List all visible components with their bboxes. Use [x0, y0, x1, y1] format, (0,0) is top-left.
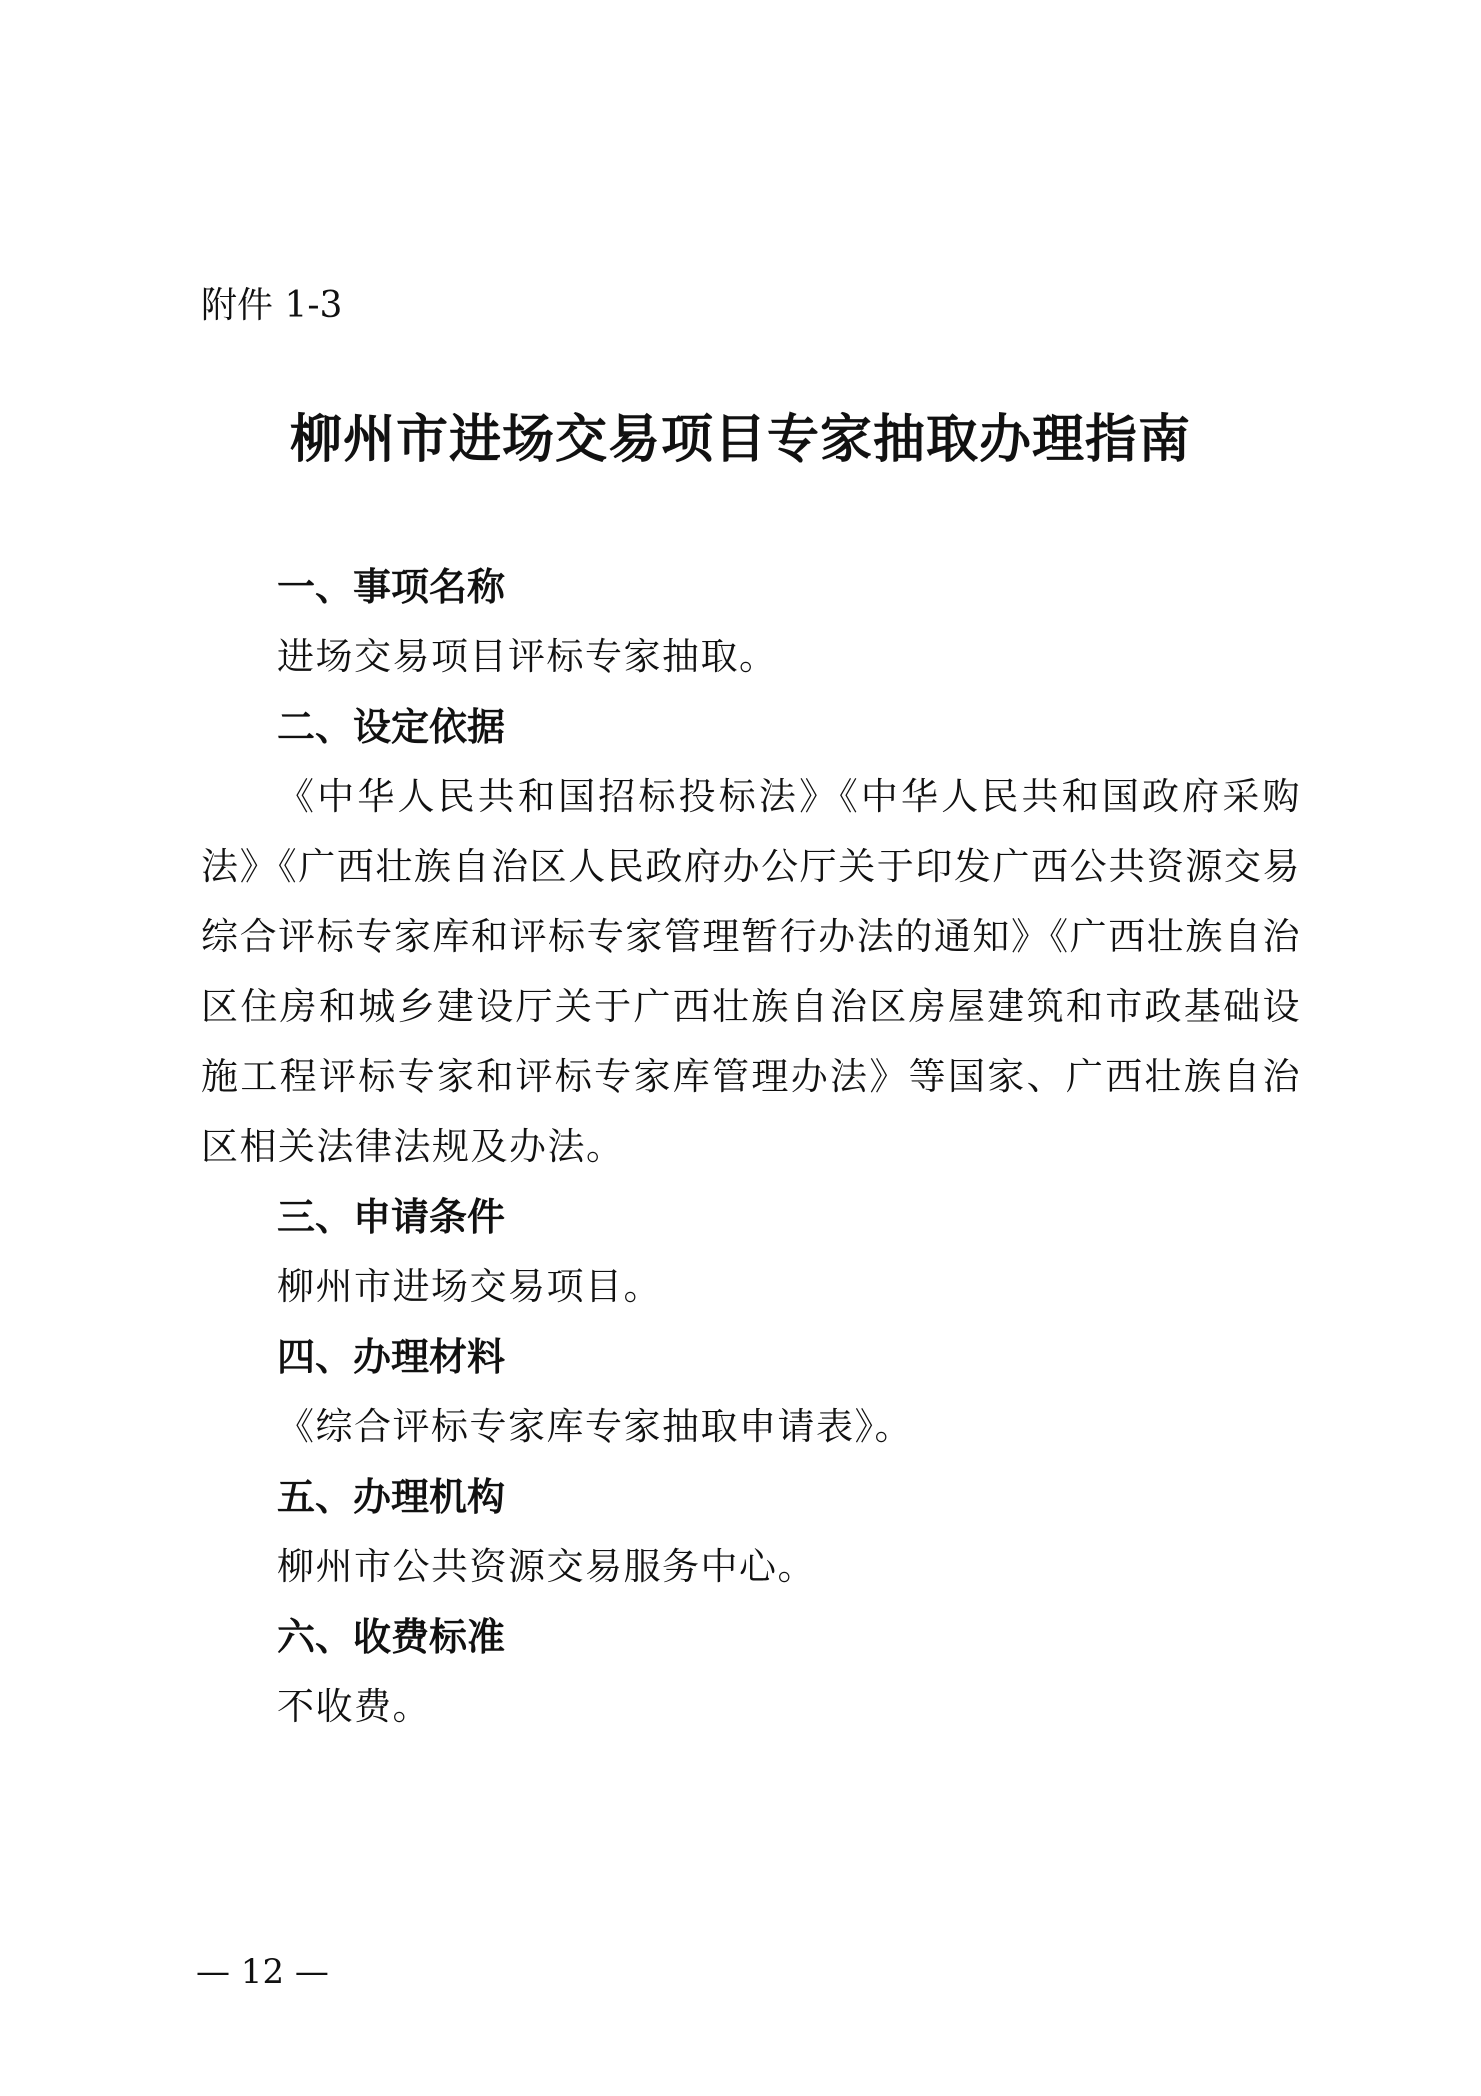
section-heading: 五、办理机构	[277, 1475, 506, 1519]
section-item-name	[201, 552, 1301, 692]
document-body	[201, 552, 1301, 1742]
section-body: 柳州市进场交易项目。	[277, 1265, 662, 1308]
section-body: 不收费。	[277, 1685, 431, 1728]
section-heading: 三、申请条件	[277, 1195, 506, 1239]
section-body: 《综合评标专家库专家抽取申请表》。	[277, 1405, 913, 1448]
section-heading: 二、设定依据	[277, 705, 506, 749]
section-body: 进场交易项目评标专家抽取。	[277, 635, 778, 678]
section-heading: 六、收费标准	[277, 1615, 506, 1659]
section-application-conditions	[201, 1182, 1301, 1322]
section-legal-basis	[201, 692, 1301, 1182]
attachment-label: 附件 1-3	[201, 285, 343, 326]
section-body: 《中华人民共和国招标投标法》《中华人民共和国政府采购法》《广西壮族自治区人民政府办公厅关于印发广西公共资源交易综合评标专家库和评标专家管理暂行办法的通知》《广西壮族自治区住房和城乡建设厅关于广西壮族自治区房屋建筑和市政基础设施工程评标专家和评标专家库管理办法》等国家、广西壮族自治区相关法律法规及办法。	[201, 775, 1301, 1168]
section-body: 柳州市公共资源交易服务中心。	[277, 1545, 816, 1588]
section-heading: 一、事项名称	[277, 565, 506, 609]
section-heading: 四、办理材料	[277, 1335, 506, 1379]
page-number: — 12 —	[196, 1952, 329, 1992]
section-required-materials	[201, 1322, 1301, 1462]
section-fee-standard	[201, 1602, 1301, 1742]
section-handling-agency	[201, 1462, 1301, 1602]
document-title: 柳州市进场交易项目专家抽取办理指南	[289, 410, 1191, 470]
